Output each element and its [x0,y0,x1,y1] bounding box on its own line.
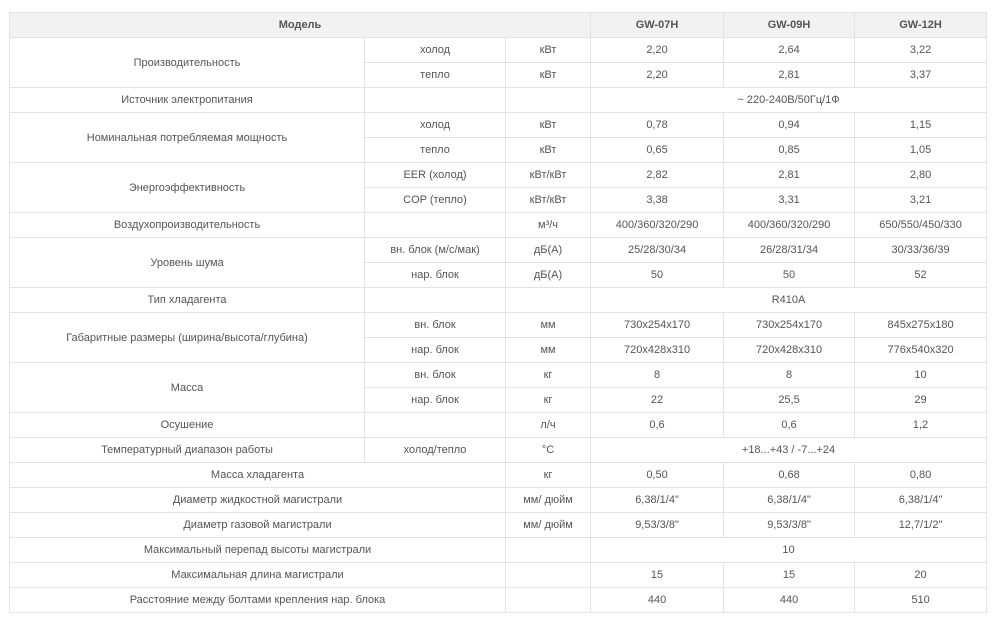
value-cell: 30/33/36/39 [855,238,987,263]
param-name: Тип хладагента [10,288,365,313]
value-cell: 400/360/320/290 [591,213,724,238]
unit-cell: мм [506,338,591,363]
unit-cell: кВт [506,138,591,163]
unit-cell [506,563,591,588]
mode-cell: нар. блок [365,338,506,363]
value-cell: 720x428x310 [724,338,855,363]
unit-cell [506,88,591,113]
unit-cell: кВт/кВт [506,163,591,188]
unit-cell: кВт [506,38,591,63]
header-row [10,13,987,38]
value-cell: 26/28/31/34 [724,238,855,263]
param-name: Масса [10,363,365,413]
table-row [10,488,987,513]
value-cell: 1,15 [855,113,987,138]
mode-cell: нар. блок [365,263,506,288]
value-cell: 2,20 [591,63,724,88]
value-cell: 0,78 [591,113,724,138]
merged-value-cell: 10 [591,538,987,563]
param-name: Номинальная потребляемая мощность [10,113,365,163]
header-model: GW-12H [855,13,987,38]
value-cell: 3,22 [855,38,987,63]
unit-cell [506,288,591,313]
mode-cell [365,88,506,113]
mode-cell: тепло [365,63,506,88]
value-cell: 0,65 [591,138,724,163]
value-cell: 510 [855,588,987,613]
value-cell: 776x540x320 [855,338,987,363]
value-cell: 730x254x170 [724,313,855,338]
unit-cell: кВт/кВт [506,188,591,213]
specifications-table [9,12,987,613]
value-cell: 10 [855,363,987,388]
table-row [10,413,987,438]
param-name: Воздухопроизводительность [10,213,365,238]
header-model: GW-07H [591,13,724,38]
value-cell: 2,64 [724,38,855,63]
value-cell: 0,68 [724,463,855,488]
unit-cell: кг [506,463,591,488]
table-row [10,88,987,113]
param-name: Расстояние между болтами крепления нар. блока [10,588,506,613]
value-cell: 0,80 [855,463,987,488]
value-cell: 9,53/3/8" [724,513,855,538]
param-name: Производительность [10,38,365,88]
mode-cell: вн. блок [365,313,506,338]
merged-value-cell: +18...+43 / -7...+24 [591,438,987,463]
unit-cell: °С [506,438,591,463]
unit-cell: мм [506,313,591,338]
unit-cell: кг [506,363,591,388]
value-cell: 650/550/450/330 [855,213,987,238]
unit-cell: мм/ дюйм [506,488,591,513]
value-cell: 720x428x310 [591,338,724,363]
param-name: Масса хладагента [10,463,506,488]
table-row [10,588,987,613]
header-model: GW-09H [724,13,855,38]
table-row [10,113,987,138]
value-cell: 440 [724,588,855,613]
value-cell: 0,94 [724,113,855,138]
value-cell: 15 [591,563,724,588]
mode-cell: тепло [365,138,506,163]
unit-cell: кВт [506,63,591,88]
merged-value-cell: R410A [591,288,987,313]
table-row [10,313,987,338]
table-row [10,38,987,63]
value-cell: 20 [855,563,987,588]
mode-cell: холод/тепло [365,438,506,463]
value-cell: 6,38/1/4" [855,488,987,513]
unit-cell: л/ч [506,413,591,438]
mode-cell: вн. блок [365,363,506,388]
value-cell: 25/28/30/34 [591,238,724,263]
table-row [10,438,987,463]
value-cell: 3,31 [724,188,855,213]
value-cell: 22 [591,388,724,413]
value-cell: 400/360/320/290 [724,213,855,238]
value-cell: 15 [724,563,855,588]
mode-cell: COP (тепло) [365,188,506,213]
value-cell: 0,50 [591,463,724,488]
unit-cell: кг [506,388,591,413]
table-row [10,363,987,388]
table-row [10,463,987,488]
mode-cell [365,213,506,238]
value-cell: 8 [591,363,724,388]
value-cell: 52 [855,263,987,288]
value-cell: 25,5 [724,388,855,413]
param-name: Диаметр газовой магистрали [10,513,506,538]
value-cell: 12,7/1/2" [855,513,987,538]
value-cell: 3,37 [855,63,987,88]
value-cell: 50 [724,263,855,288]
mode-cell: холод [365,113,506,138]
table-row [10,538,987,563]
value-cell: 2,81 [724,163,855,188]
value-cell: 2,82 [591,163,724,188]
value-cell: 2,20 [591,38,724,63]
header-model-label: Модель [10,13,591,38]
table-row [10,163,987,188]
value-cell: 8 [724,363,855,388]
param-name: Осушение [10,413,365,438]
param-name: Максимальный перепад высоты магистрали [10,538,506,563]
value-cell: 2,80 [855,163,987,188]
unit-cell: кВт [506,113,591,138]
table-row [10,238,987,263]
param-name: Энергоэффективность [10,163,365,213]
mode-cell: нар. блок [365,388,506,413]
mode-cell [365,413,506,438]
value-cell: 845x275x180 [855,313,987,338]
value-cell: 50 [591,263,724,288]
unit-cell: м³/ч [506,213,591,238]
mode-cell: EER (холод) [365,163,506,188]
unit-cell: мм/ дюйм [506,513,591,538]
value-cell: 0,6 [591,413,724,438]
mode-cell: вн. блок (м/с/мак) [365,238,506,263]
value-cell: 440 [591,588,724,613]
table-row [10,513,987,538]
table-row [10,563,987,588]
value-cell: 9,53/3/8" [591,513,724,538]
value-cell: 1,05 [855,138,987,163]
unit-cell [506,538,591,563]
value-cell: 0,6 [724,413,855,438]
unit-cell [506,588,591,613]
param-name: Температурный диапазон работы [10,438,365,463]
unit-cell: дБ(А) [506,238,591,263]
param-name: Диаметр жидкостной магистрали [10,488,506,513]
param-name: Габаритные размеры (ширина/высота/глубина) [10,313,365,363]
value-cell: 29 [855,388,987,413]
param-name: Источник электропитания [10,88,365,113]
value-cell: 2,81 [724,63,855,88]
table-row [10,213,987,238]
table-row [10,288,987,313]
value-cell: 730x254x170 [591,313,724,338]
unit-cell: дБ(А) [506,263,591,288]
param-name: Максимальная длина магистрали [10,563,506,588]
value-cell: 1,2 [855,413,987,438]
mode-cell [365,288,506,313]
mode-cell: холод [365,38,506,63]
param-name: Уровень шума [10,238,365,288]
value-cell: 3,21 [855,188,987,213]
value-cell: 6,38/1/4" [724,488,855,513]
value-cell: 6,38/1/4" [591,488,724,513]
merged-value-cell: ~ 220-240В/50Гц/1Ф [591,88,987,113]
value-cell: 0,85 [724,138,855,163]
value-cell: 3,38 [591,188,724,213]
